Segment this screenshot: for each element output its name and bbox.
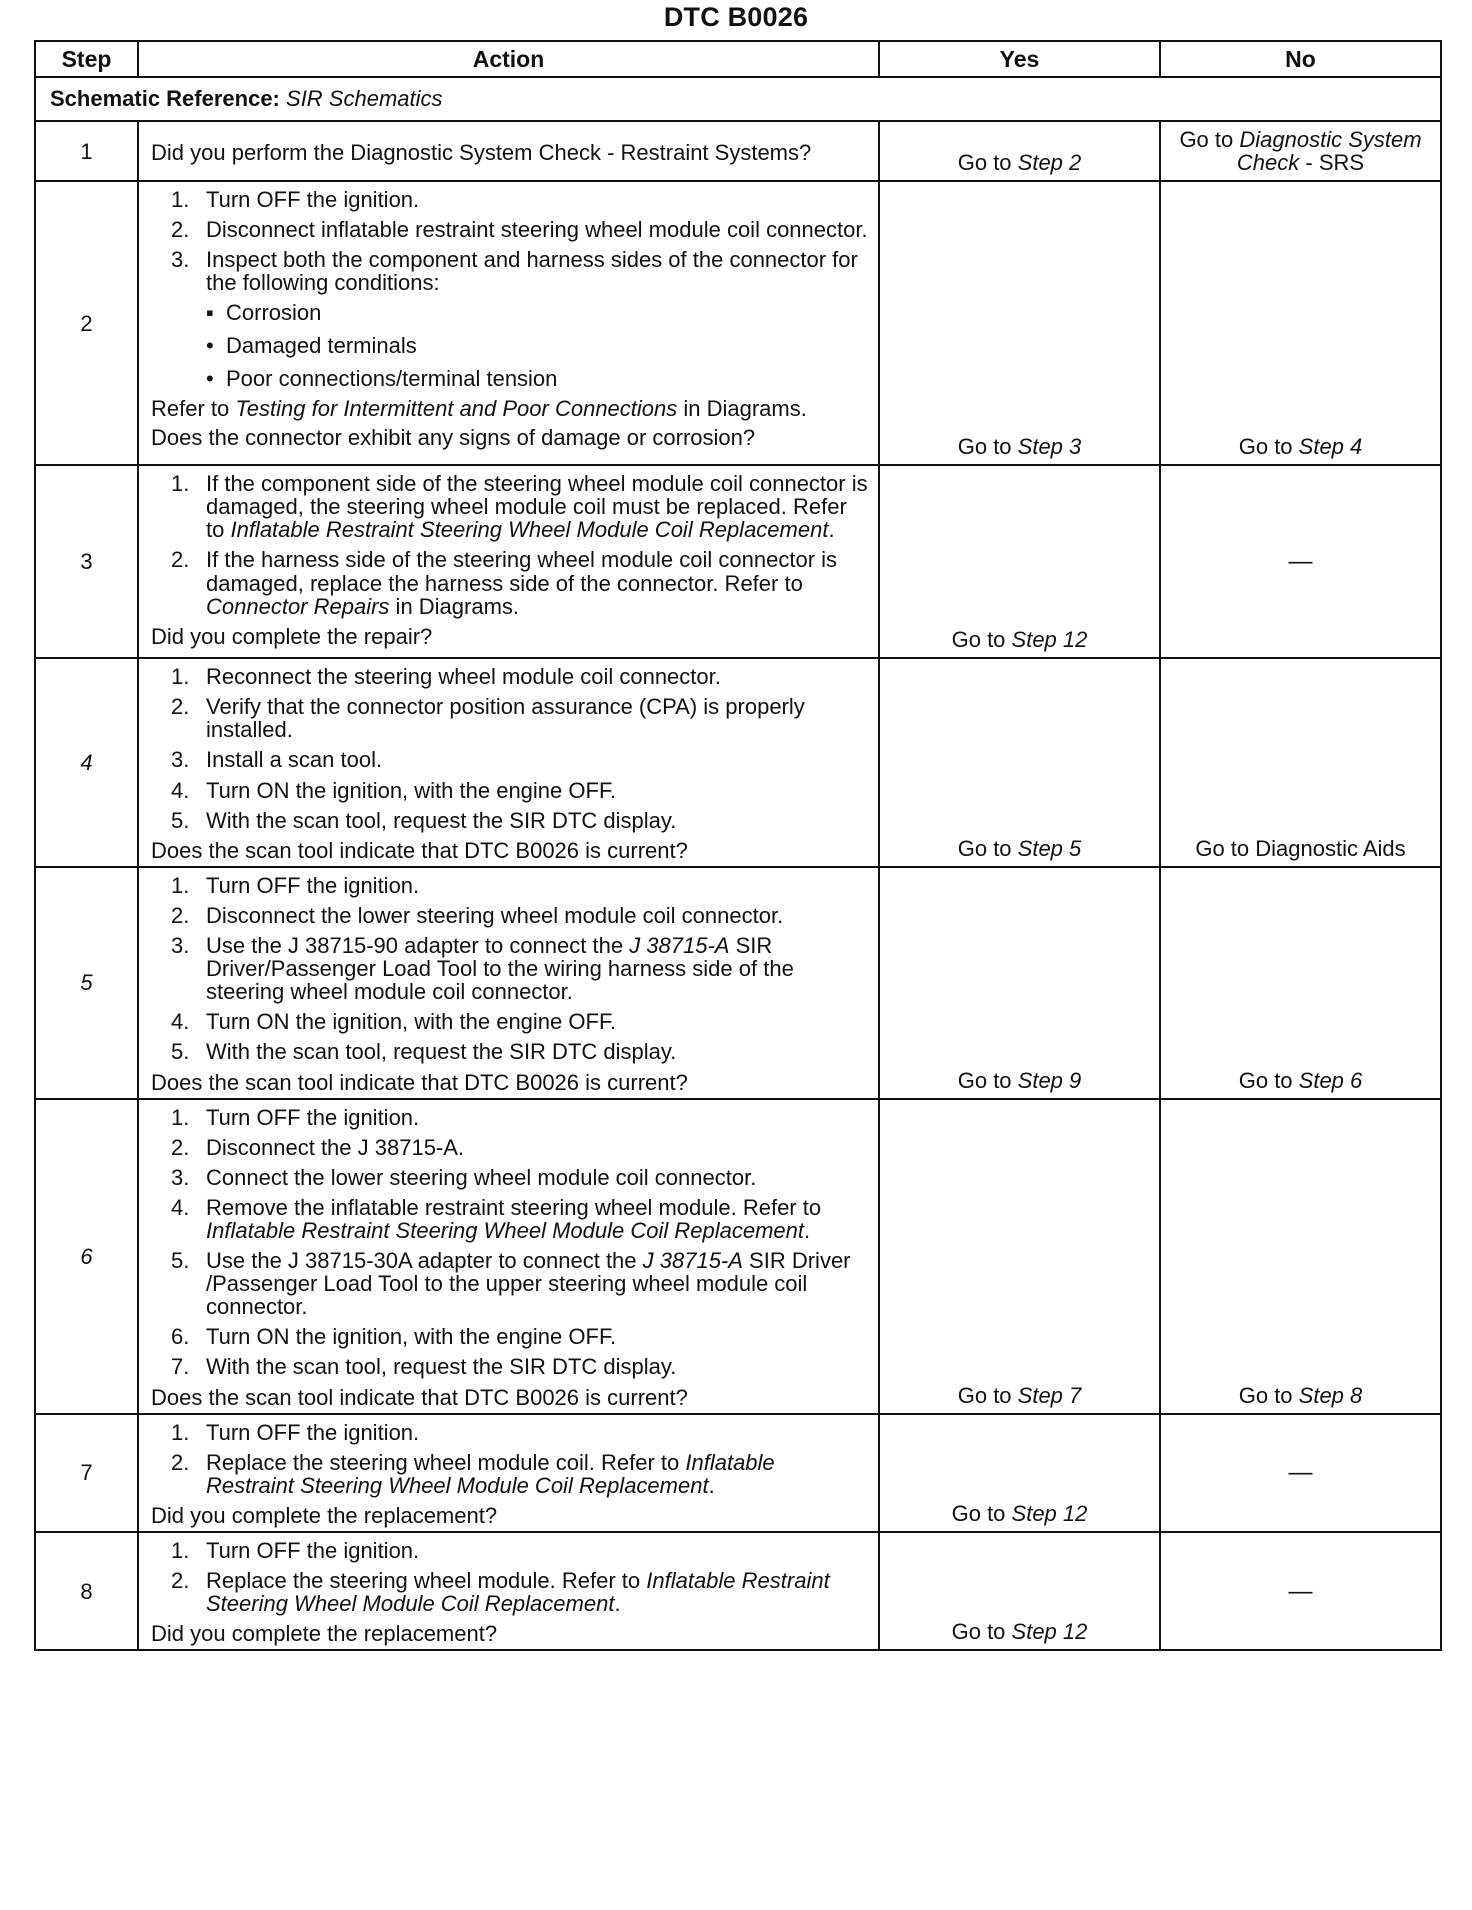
action-cell xyxy=(138,465,879,658)
list-item-text: Replace the steering wheel module coil. Refer to xyxy=(206,1449,686,1475)
list-item: 1. Reconnect the steering wheel module coil connector. xyxy=(171,664,721,690)
list-item-text: . xyxy=(828,517,835,543)
no-cell: — xyxy=(1160,465,1441,658)
list-item: 4. Turn ON the ignition, with the engine OFF. xyxy=(171,777,617,803)
table-row xyxy=(35,465,1441,658)
yes-step-link[interactable]: Step 12 xyxy=(1011,1500,1088,1526)
list-item: 5. Use the J 38715-30A adapter to connect the J 38715-A SIR Driver /Passenger Load Tool to the upper steering wheel module coil connector. xyxy=(171,1248,851,1320)
list-item-text: With the scan tool, request the SIR DTC display. xyxy=(206,1039,677,1065)
list-item: 2. Verify that the connector position assurance (CPA) is properly installed. xyxy=(171,694,805,743)
no-link[interactable]: Diagnostic System Check xyxy=(1236,127,1422,176)
step-number: 8 xyxy=(35,1532,138,1650)
list-item-text: Connect the lower steering wheel module coil connector. xyxy=(206,1164,757,1190)
yes-cell[interactable] xyxy=(879,121,1160,181)
yes-step-link[interactable]: Step 7 xyxy=(1017,1382,1082,1408)
yes-step-link[interactable]: Step 12 xyxy=(1011,627,1088,653)
list-item: 5. With the scan tool, request the SIR DTC display. xyxy=(171,807,677,833)
list-item: 1. If the component side of the steering wheel module coil connector is damaged, the steering wheel module coil must be replaced. Refer to Inflatable Restraint Steering Wheel Module Coil Replacement. xyxy=(171,471,868,543)
no-step-link[interactable]: Step 8 xyxy=(1298,1382,1363,1408)
action-cell xyxy=(138,121,879,181)
condition-item: • Damaged terminals xyxy=(206,332,417,358)
step-number: 2 xyxy=(35,181,138,465)
procedure-link[interactable]: Inflatable Restraint Steering Wheel Module Coil Replacement xyxy=(230,517,829,543)
action-cell xyxy=(138,181,879,465)
header-row xyxy=(35,41,1441,77)
action-cell xyxy=(138,867,879,1099)
list-item-text: SIR Driver /Passenger Load Tool to the upper steering wheel module coil connector. xyxy=(206,1248,851,1320)
list-item: 1. Turn OFF the ignition. xyxy=(171,1419,420,1445)
no-cell: — xyxy=(1160,1532,1441,1650)
list-item-text: If the harness side of the steering wheel module coil connector is damaged, replace the harness side of the connector. Refer to xyxy=(206,547,838,596)
no-cell[interactable] xyxy=(1160,181,1441,465)
no-cell[interactable] xyxy=(1160,867,1441,1099)
col-header-no: No xyxy=(1160,41,1441,77)
no-step-link[interactable]: Step 4 xyxy=(1298,434,1363,460)
list-item: 5. With the scan tool, request the SIR DTC display. xyxy=(171,1039,677,1065)
action-list xyxy=(151,665,868,832)
list-item-text: . xyxy=(708,1472,715,1498)
list-item: 4. Remove the inflatable restraint steering wheel module. Refer to Inflatable Restraint Steering Wheel Module Coil Replacement. xyxy=(171,1194,822,1243)
list-item-text: If the component side of the steering wheel module coil connector is damaged, the steering wheel module coil must be replaced. Refer to xyxy=(206,471,868,543)
yes-goto: Go to xyxy=(951,1500,1012,1526)
list-item-text: Disconnect the J 38715-A. xyxy=(206,1134,465,1160)
tool-link[interactable]: J 38715-A xyxy=(642,1248,743,1274)
condition-text: Poor connections/terminal tension xyxy=(226,365,558,391)
condition-text: Corrosion xyxy=(226,299,322,325)
table-row xyxy=(35,181,1441,465)
question-text: Does the scan tool indicate that DTC B0026 is current? xyxy=(151,1069,688,1095)
list-item-text: . xyxy=(803,1217,811,1243)
list-item-text: Turn OFF the ignition. xyxy=(206,187,420,213)
list-item-text: With the scan tool, request the SIR DTC display. xyxy=(206,1354,677,1380)
action-text-restraint: Restraint Systems? xyxy=(620,139,812,165)
refer-prefix: Refer to xyxy=(151,395,236,421)
procedure-link[interactable]: Inflatable Restraint Steering Wheel Module Coil Replacement xyxy=(206,1449,775,1498)
col-header-step: Step xyxy=(35,41,138,77)
no-goto: Go to xyxy=(1238,1382,1299,1408)
procedure-link[interactable]: Inflatable Restraint Steering Wheel Module Coil Replacement xyxy=(206,1217,804,1243)
question-text: Did you complete the replacement? xyxy=(151,1621,498,1647)
step-number: 7 xyxy=(35,1414,138,1532)
action-cell xyxy=(138,1414,879,1532)
yes-goto: Go to xyxy=(951,627,1012,653)
list-item: 6. Turn ON the ignition, with the engine OFF. xyxy=(171,1324,617,1350)
table-row xyxy=(35,121,1441,181)
list-item-text: Use the J 38715-30A adapter to connect the xyxy=(206,1248,643,1274)
schematic-label: Schematic Reference: xyxy=(50,86,280,112)
list-item: 2. Replace the steering wheel module coil. Refer to Inflatable Restraint Steering Wheel Module Coil Replacement. xyxy=(171,1449,775,1498)
question-text: Did you complete the replacement? xyxy=(151,1502,498,1528)
question-text: Did you complete the repair? xyxy=(151,623,433,649)
list-item-text: Disconnect inflatable restraint steering wheel module coil connector. xyxy=(206,217,868,243)
action-list xyxy=(151,1421,868,1497)
table-row xyxy=(35,1099,1441,1414)
yes-cell[interactable] xyxy=(879,1414,1160,1532)
no-cell: — xyxy=(1160,1414,1441,1532)
no-cell[interactable] xyxy=(1160,121,1441,181)
action-list xyxy=(151,874,868,1064)
step-number: 5 xyxy=(35,867,138,1099)
list-item-text: Inspect both the component and harness sides of the connector for the following conditions: xyxy=(206,247,858,296)
yes-cell[interactable] xyxy=(879,867,1160,1099)
list-item: 3. Use the J 38715-90 adapter to connect the J 38715-A SIR Driver/Passenger Load Tool to the wiring harness side of the steering wheel module coil connector. xyxy=(171,933,794,1005)
list-item-text: Use the J 38715-90 adapter to connect the xyxy=(206,933,630,959)
yes-step-link[interactable]: Step 12 xyxy=(1011,1619,1088,1645)
refer-text xyxy=(151,397,868,420)
action-text: Did you perform the Diagnostic System Check - xyxy=(151,139,621,165)
no-step-link[interactable]: Step 6 xyxy=(1298,1067,1363,1093)
action-list xyxy=(151,1106,868,1379)
refer-link[interactable]: Testing for Intermittent and Poor Connections xyxy=(235,395,678,421)
list-item-text: . xyxy=(614,1591,621,1617)
list-item-text: With the scan tool, request the SIR DTC display. xyxy=(206,807,677,833)
condition-item: ▪ Corrosion xyxy=(206,299,322,325)
table-row xyxy=(35,1414,1441,1532)
list-item: 2. Disconnect the J 38715-A. xyxy=(171,1134,465,1160)
yes-cell[interactable] xyxy=(879,181,1160,465)
col-header-action: Action xyxy=(138,41,879,77)
no-cell[interactable] xyxy=(1160,1099,1441,1414)
list-item: 3. Connect the lower steering wheel module coil connector. xyxy=(171,1164,757,1190)
list-item-text: in Diagrams. xyxy=(389,593,520,619)
col-header-yes: Yes xyxy=(879,41,1160,77)
procedure-link[interactable]: Connector Repairs xyxy=(206,593,390,619)
list-item: 4. Turn ON the ignition, with the engine OFF. xyxy=(171,1009,617,1035)
list-item-text: Reconnect the steering wheel module coil connector. xyxy=(206,664,721,690)
list-item: 3. Install a scan tool. xyxy=(171,747,383,773)
list-item-text: Remove the inflatable restraint steering wheel module. Refer to xyxy=(206,1194,822,1220)
action-cell xyxy=(138,1099,879,1414)
yes-goto: Go to xyxy=(951,1619,1012,1645)
list-item: 7. With the scan tool, request the SIR DTC display. xyxy=(171,1354,677,1380)
list-item: 2. Replace the steering wheel module. Refer to Inflatable Restraint Steering Wheel Module Coil Replacement. xyxy=(171,1568,830,1617)
yes-cell[interactable] xyxy=(879,1099,1160,1414)
condition-item: • Poor connections/terminal tension xyxy=(206,365,558,391)
yes-goto: Go to xyxy=(957,434,1018,460)
action-list xyxy=(151,188,868,390)
table-row xyxy=(35,1532,1441,1650)
yes-step-link[interactable]: Step 9 xyxy=(1017,1067,1082,1093)
question-text: Does the scan tool indicate that DTC B0026 is current? xyxy=(151,1384,688,1410)
tool-link[interactable]: J 38715-A xyxy=(629,933,730,959)
yes-goto: Go to xyxy=(957,1382,1018,1408)
no-goto: Go to xyxy=(1238,434,1299,460)
list-item: 1. Turn OFF the ignition. xyxy=(171,1538,420,1563)
schematic-reference xyxy=(35,77,1441,121)
schematic-link[interactable]: SIR Schematics xyxy=(286,86,443,112)
list-item-text: Disconnect the lower steering wheel module coil connector. xyxy=(206,902,784,928)
yes-cell[interactable] xyxy=(879,658,1160,867)
action-list xyxy=(151,1539,868,1615)
list-item-text: Replace the steering wheel module. Refer to xyxy=(206,1568,647,1594)
schematic-row xyxy=(35,77,1441,121)
table-row xyxy=(35,867,1441,1099)
yes-goto: Go to xyxy=(957,150,1018,176)
yes-step-link[interactable]: Step 5 xyxy=(1017,835,1082,861)
page-title: DTC B0026 xyxy=(663,2,809,32)
yes-cell[interactable] xyxy=(879,465,1160,658)
list-item-text: Verify that the connector position assurance (CPA) is properly installed. xyxy=(206,694,805,743)
list-item: 1. Turn OFF the ignition. xyxy=(171,187,420,213)
yes-step-link[interactable]: Step 2 xyxy=(1017,150,1082,176)
action-cell xyxy=(138,1532,879,1650)
list-item: 1. Turn OFF the ignition. xyxy=(171,872,420,898)
action-list xyxy=(151,472,868,618)
no-cell[interactable]: Go to Diagnostic Aids xyxy=(1160,658,1441,867)
list-item-text: Turn ON the ignition, with the engine OFF. xyxy=(206,1324,617,1350)
no-goto: Go to xyxy=(1179,127,1240,152)
list-item: 2. If the harness side of the steering wheel module coil connector is damaged, replace the harness side of the connector. Refer to Connector Repairs in Diagrams. xyxy=(171,547,838,619)
procedure-link[interactable]: Inflatable Restraint Steering Wheel Module Coil Replacement xyxy=(206,1568,830,1617)
list-item-text: Turn ON the ignition, with the engine OFF. xyxy=(206,777,617,803)
question-text: Does the connector exhibit any signs of damage or corrosion? xyxy=(151,424,756,450)
no-suffix: - SRS xyxy=(1299,150,1365,176)
refer-suffix: in Diagrams. xyxy=(677,395,807,421)
yes-cell[interactable] xyxy=(879,1532,1160,1650)
condition-list xyxy=(206,301,868,390)
step-number: 6 xyxy=(35,1099,138,1414)
list-item-text: SIR Driver/Passenger Load Tool to the wiring harness side of the steering wheel module coil connector. xyxy=(206,933,794,1005)
step-number: 4 xyxy=(35,658,138,867)
list-item: 2. Disconnect inflatable restraint steering wheel module coil connector. xyxy=(171,217,868,243)
diagnostic-table xyxy=(34,40,1442,1651)
list-item-text: Turn OFF the ignition. xyxy=(206,1104,420,1130)
list-item-text: Turn OFF the ignition. xyxy=(206,872,420,898)
no-goto: Go to xyxy=(1238,1067,1299,1093)
question-text: Does the scan tool indicate that DTC B0026 is current? xyxy=(151,837,688,863)
condition-text: Damaged terminals xyxy=(226,332,417,358)
list-item: 2. Disconnect the lower steering wheel module coil connector. xyxy=(171,902,784,928)
step-number: 3 xyxy=(35,465,138,658)
yes-step-link[interactable]: Step 3 xyxy=(1017,434,1082,460)
action-cell xyxy=(138,658,879,867)
list-item-text: Turn ON the ignition, with the engine OFF. xyxy=(206,1009,617,1035)
step-number: 1 xyxy=(35,121,138,181)
table-row xyxy=(35,658,1441,867)
list-item: 3. Inspect both the component and harness sides of the connector for the following conditions: ▪ Corrosion • Damaged terminals • Poor connections/terminal tension xyxy=(151,248,868,389)
list-item: 1. Turn OFF the ignition. xyxy=(171,1104,420,1130)
list-item-text: Turn OFF the ignition. xyxy=(206,1538,420,1563)
yes-goto: Go to xyxy=(957,1067,1018,1093)
list-item-text: Install a scan tool. xyxy=(206,747,383,773)
list-item-text: Turn OFF the ignition. xyxy=(206,1419,420,1445)
yes-goto: Go to xyxy=(957,835,1018,861)
